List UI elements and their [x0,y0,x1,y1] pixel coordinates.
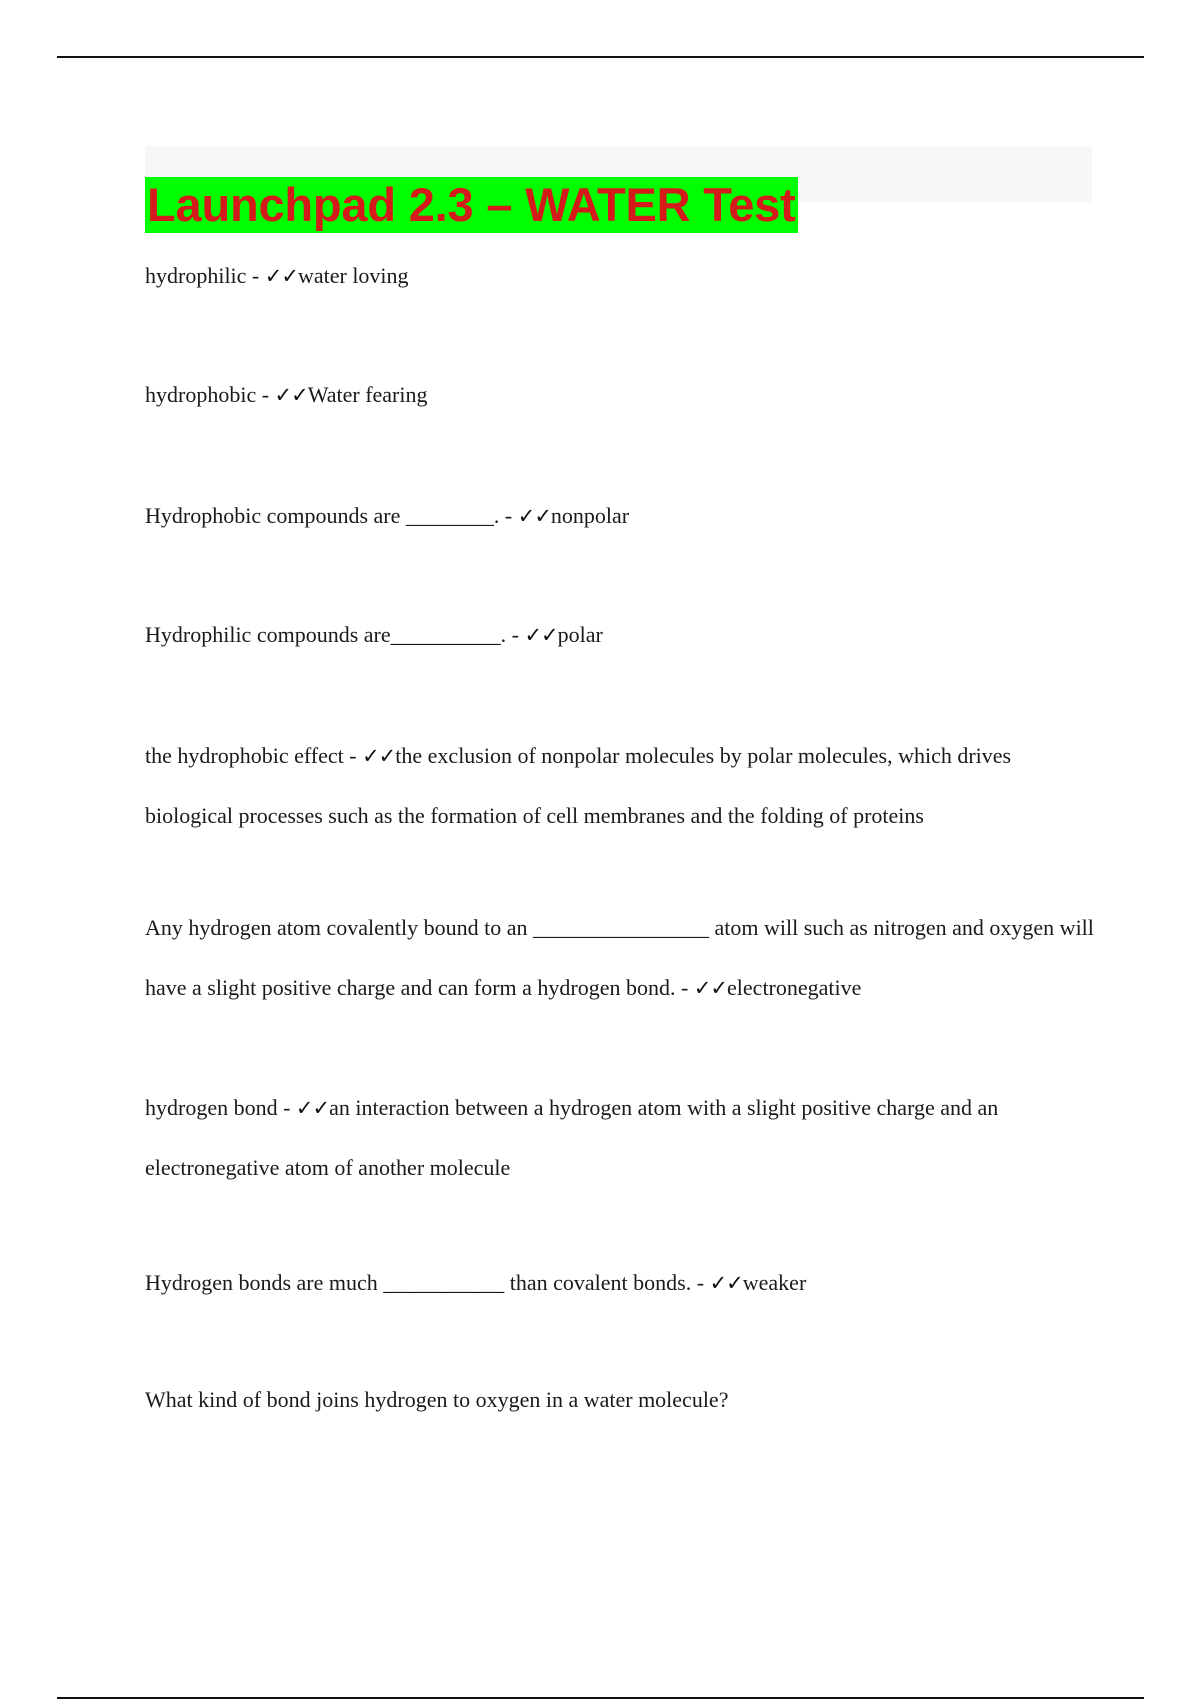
qa-prompt: Hydrogen bonds are much ___________ than covalent bonds. - [145,1270,710,1295]
qa-answer: the exclusion of nonpolar molecules by polar molecules, which drives biological processes such as the formation of cell membranes and the folding of proteins [145,743,1012,828]
double-check-icon: ✓✓ [295,1096,330,1120]
qa-item-3 [145,486,1095,546]
qa-answer: Water fearing [307,382,428,407]
bottom-rule [57,1697,1144,1699]
qa-prompt: Hydrophobic compounds are ________. - [145,503,518,528]
qa-item-6 [145,898,1095,1018]
qa-item-2 [145,365,1095,425]
qa-prompt: Hydrophilic compounds are__________. - [145,622,525,647]
qa-prompt: the hydrophobic effect - [145,743,363,768]
double-check-icon: ✓✓ [693,976,728,1000]
double-check-icon: ✓✓ [524,623,558,647]
qa-answer: electronegative [727,975,862,1000]
qa-answer: polar [557,622,603,647]
qa-answer: water loving [297,263,409,288]
qa-prompt: Any hydrogen atom covalently bound to an ________________ atom will such as nitrogen and oxygen will have a slight positive charge and can form a hydrogen bond. - [145,915,1094,1000]
qa-prompt: hydrophobic - [145,382,275,407]
qa-item-9 [145,1370,1095,1430]
double-check-icon: ✓✓ [274,383,308,407]
double-check-icon: ✓✓ [517,504,551,528]
qa-item-5 [145,726,1095,846]
page-title: Launchpad 2.3 – WATER Test [147,178,796,232]
qa-item-4 [145,605,1095,665]
qa-answer: nonpolar [550,503,630,528]
qa-prompt: hydrophilic - [145,263,265,288]
qa-prompt: hydrogen bond - [145,1095,296,1120]
qa-answer: weaker [742,1270,807,1295]
double-check-icon: ✓✓ [264,264,298,288]
qa-item-1 [145,246,1095,306]
qa-prompt: What kind of bond joins hydrogen to oxygen in a water molecule? [145,1387,729,1412]
qa-item-8 [145,1253,1095,1313]
top-rule [57,56,1144,58]
qa-item-7 [145,1078,1095,1198]
double-check-icon: ✓✓ [709,1271,743,1295]
qa-answer: an interaction between a hydrogen atom with a slight positive charge and an electronegative atom of another molecule [145,1095,999,1180]
double-check-icon: ✓✓ [362,744,396,768]
